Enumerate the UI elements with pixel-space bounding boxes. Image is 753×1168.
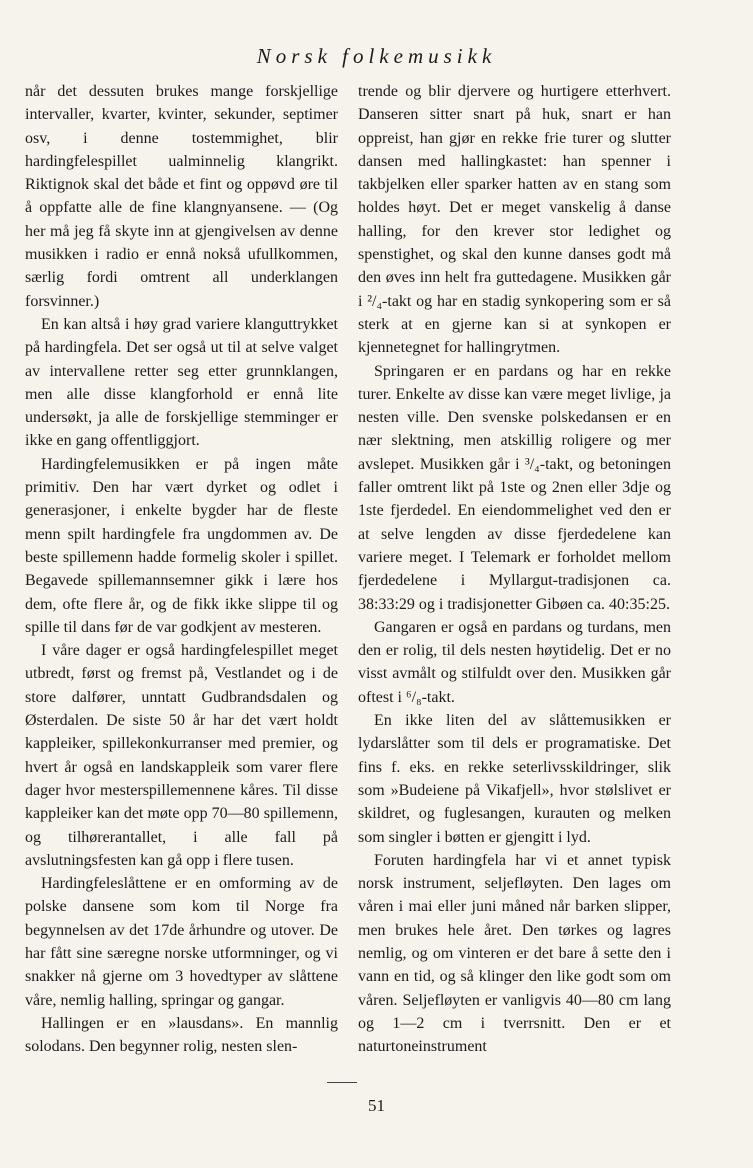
paragraph: trende og blir djervere og hurtigere etterhvert. Dansеren sitter snart på huk, snart er han oppreist, han gjør en rekke frie turer og slutter dansen med hallingkastet: han spenner i takbjelken eller sparker hatten av en stang som holdes høyt. Det er meget vanskelig å danse halling, for den krever stor ledighet og spenstighet, og skal den kunne danses godt må den øves inn helt fra guttedagene. Musikken går i ²/₄-takt og har en stadig synkopering som er så sterk at en gjerne kan si at synkopen er kjennetegnet for hallingrytmen. (358, 83, 671, 357)
paragraph: når det dessuten brukes mange forskjellige intervaller, kvarter, kvinter, sekunder, septimer osv, i denne tostemmighet, blir hardingfelespillet ualminnelig klangrikt. Riktignok skal det både et fint og oppøvd øre til å oppfatte alle de fine klangnyansene. — (Og her må jeg få skyte inn at gjengivelsen av denne musikken i radio er ennå nokså ufullkommen, særlig fordi omtrent all underklangen forsvinner.) (25, 83, 338, 310)
paragraph: I våre dager er også hardingfelespillet meget utbredt, først og fremst på, Vestlandet og i de store dalfører, unntatt Gudbrandsdalen og Østerdalen. De siste 50 år har det vært holdt kappleiker, spillekonkurranser med premier, og hvert år også en landskappleik som varer flere dager hvor mesterspillemennene kåres. Til disse kappleiker kan det møte opp 70—80 spillemenn, og tilhørerantallet, i alle fall på avslutningsfesten kan gå opp i flere tusen. (25, 642, 338, 869)
paragraph: En ikke liten del av slåttemusikken er lydarslåtter som til dels er programatiske. Det fins f. eks. en rekke seterlivsskildringer, slik som »Budeiene på Vikafjell», hvor stølslivet er skildret, og fuglesangen, kurauten og melken som singler i bøtten er gjengitt i lyd. (358, 712, 671, 846)
paragraph: Springaren er en pardans og har en rekke turer. Enkelte av disse kan være meget livlige, ja nesten ville. Den svenske polskedansen er en nær slektning, men atskillig roligere og mer avslepet. Musikken går i ³/₄-takt, og betoningen faller omtrent likt på 1ste og 2nen eller 3dje og 1ste fjerdedel. En eiendommelighet ved den er at selve lengden av disse fjerdedelene kan variere meget. I Telemark er forholdet mellom fjerdedelene i Myllargut-tradisjonen ca. 38:33:29 og i tradisjonetter Gibøen ca. 40:35:25. (358, 362, 671, 613)
left-column (25, 80, 338, 1058)
paragraph: Foruten hardingfela har vi et annet typisk norsk instrument, seljefløyten. Den lages om våren i mai eller juni måned når barken slipper, men brukes hele året. Den tørkes og lagres nemlig, og om vinteren er det bare å sette den i vann en tid, og så klinger den like godt som om våren. Seljefløyten er vanligvis 40—80 cm lang og 1—2 cm i tverrsnitt. Den er et naturtoneinstrument (358, 851, 671, 1056)
page-number: 51 (368, 1096, 385, 1115)
paragraph: Hallingen er en »lausdans». En mannlig solodans. Den begynner rolig, nesten slen- (25, 1014, 338, 1056)
paragraph: En kan altså i høy grad variere klanguttrykket på hardingfela. Det ser også ut til at selve valget av intervallene retter seg etter grunnklangen, men alle disse klangforhold er ennå lite undersøkt, ja alle de forskjellige stemminger er ikke en gang offentliggjort. (25, 315, 338, 450)
running-title: Norsk folkemusikk (256, 44, 497, 68)
paragraph: Hardingfelemusikken er på ingen måte primitiv. Den har vært dyrket og odlet i generasjoner, i enkelte bygder har de fleste menn spilt hardingfele fra ungdommen av. De beste spillemenn hadde formelig skoler i spillet. Begavede spillemannsemner gikk i lære hos dem, ofte flere år, og de fikk ikke slippe til og spille til dans før de var godkjent av mesteren. (25, 455, 338, 636)
paragraph: Gangaren er også en pardans og turdans, men den er rolig, til dels nesten høytidelig. Det er no visst avmålt og stilfuldt over den. Musikken går oftest i ⁶/₈-takt. (358, 618, 671, 706)
right-column (358, 80, 671, 1058)
paragraph: Hardingfeleslåttene er en omforming av de polske dansene som kom til Norge fra begynnelsen av det 17de århundre og utover. De har fått sine særegne norske utformninger, og vi snakker nå gjerne om 3 hovedtyper av slåttene våre, nemlig halling, springar og gangar. (25, 875, 338, 1009)
folio-rule (327, 1082, 357, 1083)
